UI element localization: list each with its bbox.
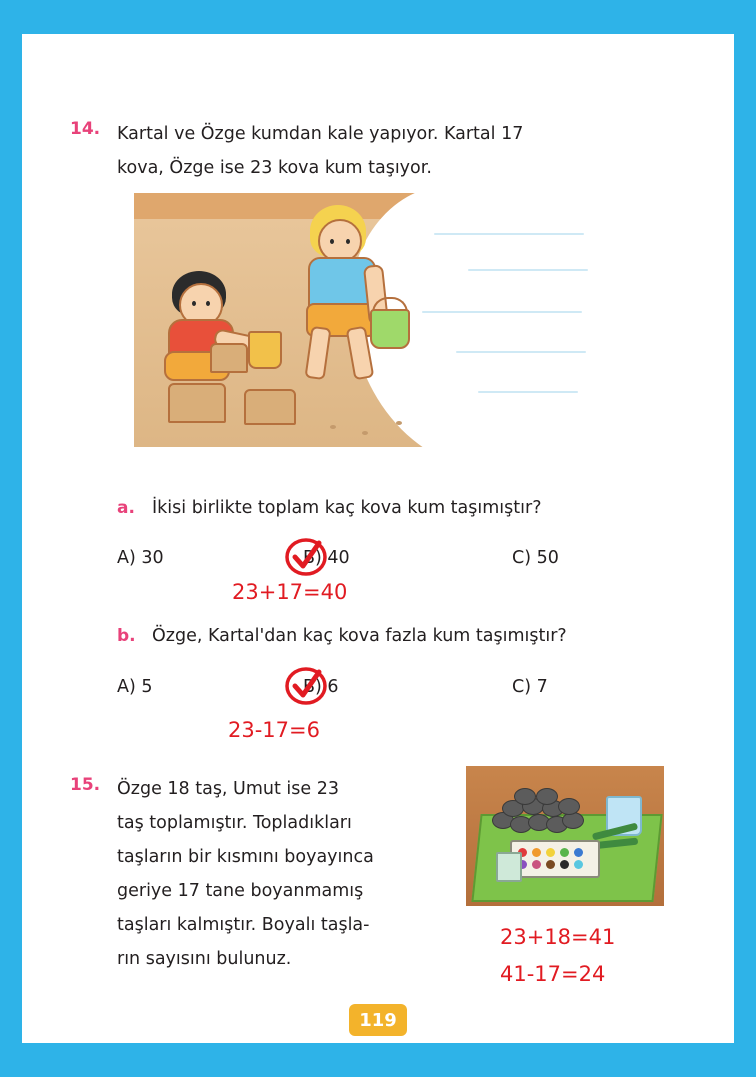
paint-well (560, 860, 569, 869)
option-b-2[interactable]: B) 6 (303, 677, 339, 697)
watercolor-palette (510, 840, 600, 878)
paint-well (532, 848, 541, 857)
question-15-line-3: taşların bir kısmını boyayınca (117, 847, 374, 867)
question-15-number: 15. (70, 775, 101, 795)
handwritten-answer-a: 23+17=40 (232, 580, 348, 604)
paint-well (546, 860, 555, 869)
girl-eye-right (346, 239, 350, 244)
pebble (362, 431, 368, 435)
boy-eye-right (206, 301, 210, 306)
beach-sandcastle-illustration (134, 193, 592, 447)
subquestion-b-letter: b. (117, 626, 136, 646)
girl-bucket (370, 309, 410, 349)
question-15-text (117, 772, 437, 976)
painting-supplies-illustration (466, 766, 664, 906)
question-14-line-2: kova, Özge ise 23 kova kum taşıyor. (117, 158, 432, 178)
question-15-line-6: rın sayısını bulunuz. (117, 949, 292, 969)
handwritten-answer-15-line-2: 41-17=24 (500, 962, 606, 986)
sea-line (478, 391, 578, 393)
subquestion-b-text: Özge, Kartal'dan kaç kova fazla kum taşımıştır? (152, 626, 567, 646)
subquestion-a-text: İkisi birlikte toplam kaç kova kum taşımıştır? (152, 498, 542, 518)
paint-well (574, 848, 583, 857)
question-14-text (117, 117, 671, 185)
page-number-badge: 119 (349, 1004, 407, 1036)
stone (558, 798, 580, 815)
sea-line (422, 311, 582, 313)
option-b-3[interactable]: C) 7 (512, 677, 548, 697)
girl-eye-left (330, 239, 334, 244)
selected-answer-check-a (283, 536, 329, 578)
handwritten-answer-15-line-1: 23+18=41 (500, 925, 616, 949)
paint-well (532, 860, 541, 869)
paint-well (546, 848, 555, 857)
stone-pile (492, 790, 582, 830)
boy-eye-left (192, 301, 196, 306)
sandcastle-1 (168, 383, 226, 423)
girl-character (274, 205, 424, 395)
sea-line (434, 233, 584, 235)
handwritten-answer-b: 23-17=6 (228, 718, 320, 742)
sea-line (456, 351, 586, 353)
question-15-line-1: Özge 18 taş, Umut ise 23 (117, 779, 340, 799)
stone (536, 788, 558, 805)
water-jar (496, 852, 522, 882)
selected-answer-check-b (283, 665, 329, 707)
option-a-2[interactable]: B) 40 (303, 548, 350, 568)
option-a-1[interactable]: A) 30 (117, 548, 164, 568)
question-15-line-5: taşları kalmıştır. Boyalı taşla- (117, 915, 370, 935)
paint-well (560, 848, 569, 857)
question-14-line-1: Kartal ve Özge kumdan kale yapıyor. Kartal 17 (117, 124, 524, 144)
question-15-line-4: geriye 17 tane boyanmamış (117, 881, 364, 901)
sandcastle-2 (244, 389, 296, 425)
stone (514, 788, 536, 805)
sea-line (468, 269, 588, 271)
sandcastle-3 (210, 343, 248, 373)
pebble (330, 425, 336, 429)
paint-well (574, 860, 583, 869)
question-15-line-2: taş toplamıştır. Topladıkları (117, 813, 352, 833)
question-14-number: 14. (70, 119, 101, 139)
option-a-3[interactable]: C) 50 (512, 548, 559, 568)
boy-character (152, 271, 272, 391)
option-b-1[interactable]: A) 5 (117, 677, 153, 697)
pebble (396, 421, 402, 425)
subquestion-a-letter: a. (117, 498, 135, 518)
